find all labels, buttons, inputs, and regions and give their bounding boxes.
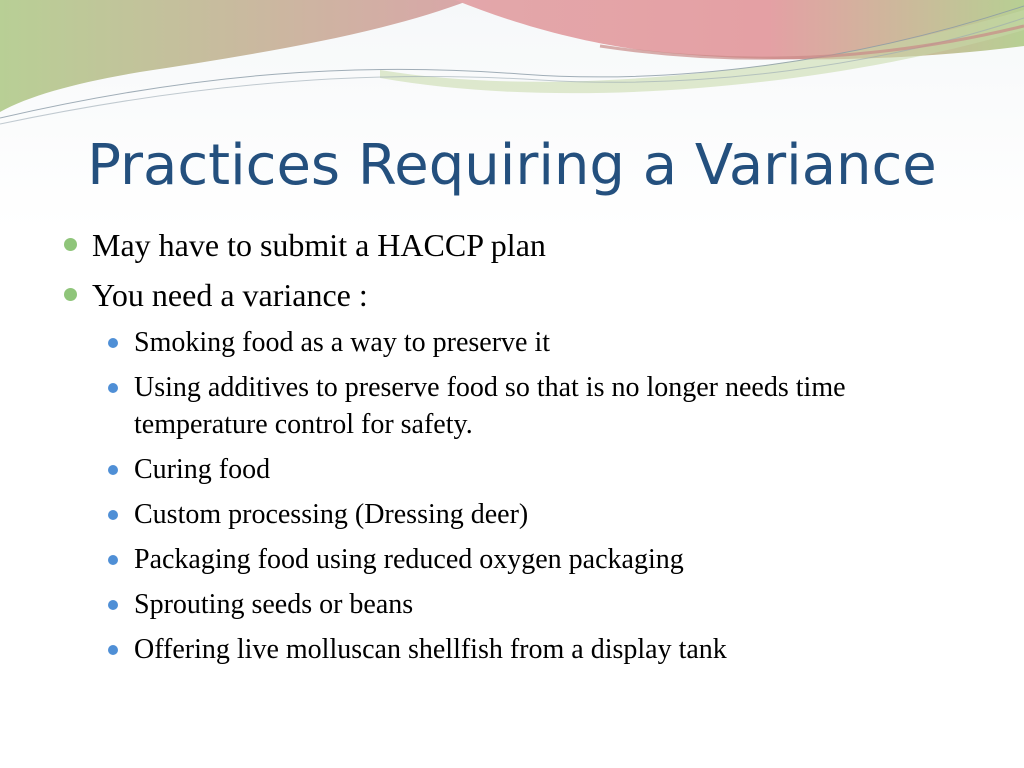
sub-bullet-item [60,451,960,488]
sub-bullet-item [60,631,960,668]
sub-bullet-dot-icon [108,383,118,393]
sub-bullet-dot-icon [108,510,118,520]
sub-bullet-text: Using additives to preserve food so that is no longer needs time temperature control for safety. [134,372,846,440]
sub-bullet-dot-icon [108,600,118,610]
bullet-dot-icon [64,288,77,301]
bullet-list [60,224,960,676]
bullet-text: You need a variance : [92,277,368,313]
slide-title: Practices Requiring a Variance [87,133,937,198]
sub-bullet-item [60,369,960,443]
bullet-text: May have to submit a HACCP plan [92,227,546,263]
sub-bullet-item [60,541,960,578]
sub-bullet-text: Curing food [134,454,271,485]
bullet-item [60,274,960,316]
bullet-dot-icon [64,238,77,251]
sub-bullet-dot-icon [108,338,118,348]
bullet-item [60,224,960,266]
sub-bullet-dot-icon [108,555,118,565]
sub-bullet-item [60,586,960,623]
sub-bullet-item [60,496,960,533]
sub-bullet-text: Smoking food as a way to preserve it [134,327,551,358]
sub-bullet-dot-icon [108,645,118,655]
header-wave-decoration [0,0,1024,130]
sub-bullet-text: Packaging food using reduced oxygen packaging [134,544,684,575]
sub-bullet-text: Sprouting seeds or beans [134,589,414,620]
sub-bullet-dot-icon [108,465,118,475]
sub-bullet-text: Custom processing (Dressing deer) [134,499,529,530]
sub-bullet-item [60,324,960,361]
sub-bullet-text: Offering live molluscan shellfish from a display tank [134,634,727,665]
